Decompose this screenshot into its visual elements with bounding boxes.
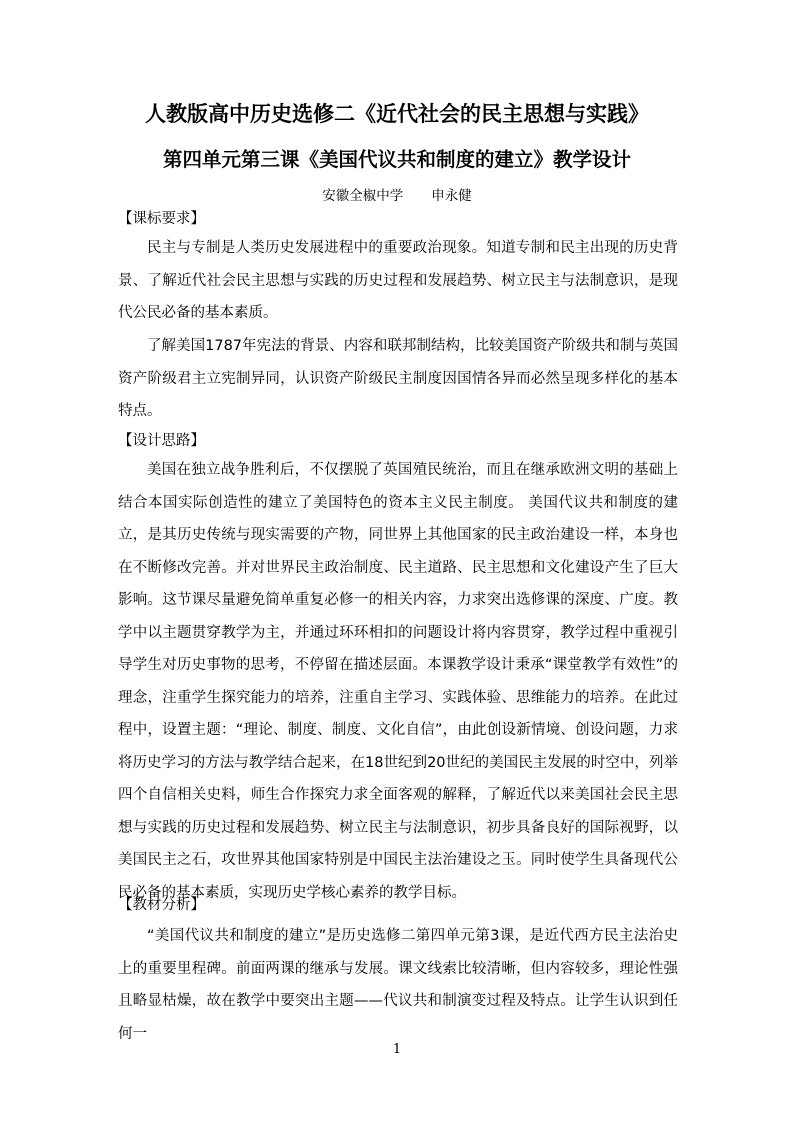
- paragraph: 了解美国1787年宪法的背景、内容和联邦制结构，比较美国资产阶级共和制与英国资产阶级君主立宪制异同，认识资产阶级民主制度因国情各异而必然呈现多样化的基本特点。: [118, 338, 678, 419]
- paragraph: 美国在独立战争胜利后，不仅摆脱了英国殖民统治，而且在继承欧洲文明的基础上结合本国实际创造性的建立了美国特色的资本主义民主制度。 美国代议共和制度的建立，是其历史传统与现实需要的产物，同世界上其他国家的民主政治建设一样，本身也在不断修改完善。并对世界民主政治制度、民主道路、民主思想和文化建设产生了巨大影响。这节课尽量避免简单重复必修一的相关内容，力求突出选修课的深度、广度。教学中以主题贯穿教学为主，并通过环环相扣的问题设计将内容贯穿，教学过程中重视引导学生对历史事物的思考，不停留在描述层面。本课教学设计秉承“课堂教学有效性”的理念，注重学生探究能力的培养，注重自主学习、实践体验、思维能力的培养。在此过程中，设置主题：“理论、制度、制度、文化自信”，由此创设新情境、创设问题，力求将历史学习的方法与教学结合起来，在18世纪到20世纪的美国民主发展的时空中，列举四个自信相关史料，师生合作探究力求全面客观的解释，了解近代以来美国社会民主思想与实践的历史过程和发展趋势、树立民主与法制意识，初步具备良好的国际视野，以美国民主之石，攻世界其他国家特别是中国民主法治建设之玉。同时使学生具备现代公民必备的基本素质，实现历史学核心素养的教学目标。: [118, 462, 678, 901]
- section-heading-textbook: 【教材分析】: [118, 897, 205, 913]
- section-heading-design: 【设计思路】: [118, 433, 205, 449]
- paragraph: “美国代议共和制度的建立”是历史选修二第四单元第3课，是近代西方民主法治史上的重要里程碑。前面两课的继承与发展。课文线索比较清晰，但内容较多，理论性强且略显枯燥，故在教学中要突出主题——代议共和制演变过程及特点。让学生认识到任何一: [118, 928, 678, 1042]
- page-number: 1: [392, 1042, 402, 1057]
- document-subtitle: 第四单元第三课《美国代议共和制度的建立》教学设计: [162, 148, 631, 171]
- paragraph: 民主与专制是人类历史发展进程中的重要政治现象。知道专制和民主出现的历史背景、了解近代社会民主思想与实践的历史过程和发展趋势、树立民主与法制意识，是现代公民必备的基本素质。: [118, 240, 678, 321]
- author-line: [0, 184, 794, 204]
- author-name: 申永健: [431, 188, 472, 204]
- school-name: 安徽全椒中学: [322, 188, 404, 204]
- document-title: 人教版高中历史选修二《近代社会的民主思想与实践》: [145, 102, 649, 126]
- section-heading-curriculum: 【课标要求】: [118, 211, 205, 227]
